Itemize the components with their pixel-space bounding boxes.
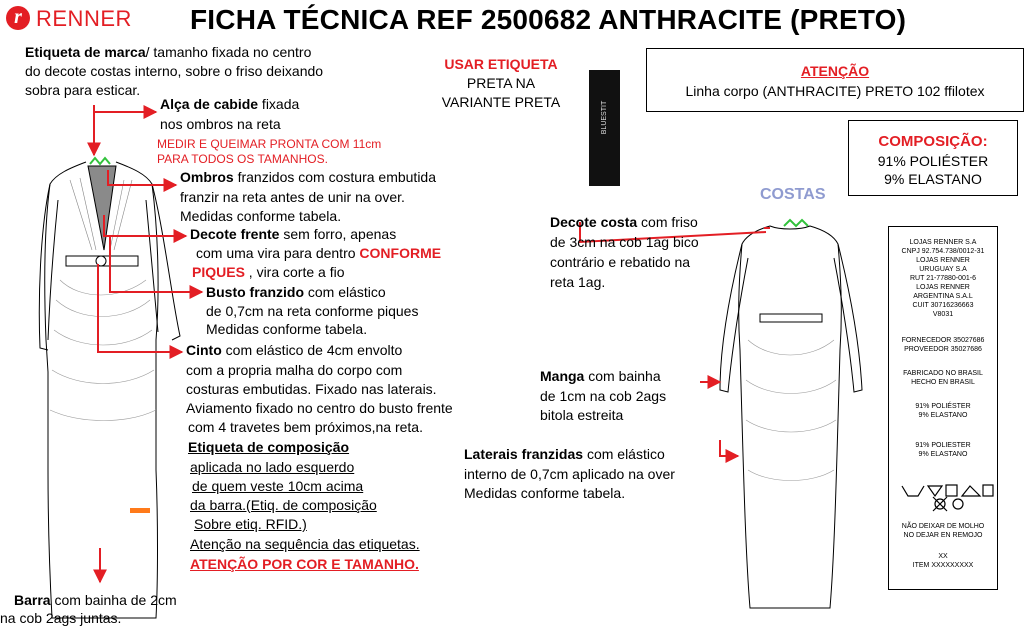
note-alca-warning-2: PARA TODOS OS TAMANHOS.: [157, 152, 328, 166]
note-alca-warning-1: MEDIR E QUEIMAR PRONTA COM 11cm: [157, 137, 382, 151]
composicao-line1: 91% POLIÉSTER: [877, 153, 989, 169]
atencao-title: ATENÇÃO: [800, 63, 870, 79]
renner-logo-text: RENNER: [36, 6, 132, 31]
note-composicao-warning: ATENÇÃO POR COR E TAMANHO.: [190, 556, 419, 572]
note-busto-line3: Medidas conforme tabela.: [206, 321, 368, 337]
note-composicao-line4: Sobre etiq. RFID.): [194, 516, 307, 532]
care-label-line: V8031: [932, 311, 954, 318]
care-label-line: RUT 21-77880-001-6: [909, 275, 977, 282]
note-cinto-line4: Aviamento fixado no centro do busto frente: [186, 400, 453, 416]
care-label-line: 91% POLIESTER: [915, 442, 971, 449]
note-barra: Barra com bainha de 2cm: [14, 592, 177, 608]
note-etiqueta-marca-line2: do decote costas interno, sobre o friso deixando: [25, 63, 324, 79]
note-ombros-line3: Medidas conforme tabela.: [180, 208, 342, 224]
hanger-loop-icon: [90, 158, 110, 164]
note-manga-line3: bitola estreita: [540, 407, 624, 423]
care-label-line: NÃO DEIXAR DE MOLHO: [901, 523, 985, 530]
usar-etiqueta-line3: VARIANTE PRETA: [441, 94, 561, 110]
front-neckline-shape: [88, 166, 116, 250]
care-label-line: URUGUAY S.A: [919, 266, 967, 273]
renner-logo-mark: r: [6, 6, 30, 30]
note-composicao-line1: aplicada no lado esquerdo: [190, 459, 355, 475]
note-alca-cabide: Alça de cabide fixada: [160, 96, 300, 112]
note-cinto-line2: com a propria malha do corpo com: [186, 362, 403, 378]
note-decote-frente-line2: com uma vira para dentro CONFORME: [196, 245, 442, 261]
note-decote-costa: Decote costa com friso: [550, 214, 698, 230]
front-dress-drawing: [39, 162, 180, 618]
care-label-line: FORNECEDOR 35027686: [901, 337, 985, 344]
note-etiqueta-marca: Etiqueta de marca/ tamanho fixada no centro: [25, 44, 312, 60]
back-dress-drawing: [720, 226, 862, 608]
care-label-line: LOJAS RENNER S.A: [909, 239, 977, 246]
note-busto: Busto franzido com elástico: [206, 284, 386, 300]
care-label-line: LOJAS RENNER: [916, 257, 970, 264]
care-label-line: CUIT 30716236663: [912, 302, 974, 309]
atencao-text: Linha corpo (ANTHRACITE) PRETO 102 ffilotex: [685, 83, 985, 99]
note-composicao-line5: Atenção na sequência das etiquetas.: [190, 536, 420, 552]
note-cinto: Cinto com elástico de 4cm envolto: [186, 342, 403, 358]
composition-tag-marker: [130, 508, 150, 513]
care-label-line: PROVEEDOR 35027686: [904, 346, 982, 353]
composicao-title: COMPOSIÇÃO:: [878, 133, 988, 150]
note-manga: Manga com bainha: [540, 368, 661, 384]
note-etiqueta-marca-line3: sobra para esticar.: [25, 82, 141, 98]
back-hanger-loop-icon: [784, 220, 808, 226]
care-label: [888, 226, 998, 590]
care-label-line: CNPJ 92.754.738/0012-31: [901, 248, 985, 255]
note-ombros: Ombros franzidos com costura embutida: [180, 169, 437, 185]
note-composicao-line2: de quem veste 10cm acima: [192, 478, 364, 494]
composicao-box: [848, 120, 1018, 196]
care-label-line: FABRICADO NO BRASIL: [903, 370, 983, 377]
note-decote-costa-line4: reta 1ag.: [550, 274, 606, 290]
note-busto-line2: de 0,7cm na reta conforme piques: [206, 303, 419, 319]
note-ombros-line2: franzir na reta antes de unir na over.: [180, 189, 405, 205]
costas-label: COSTAS: [760, 186, 826, 203]
black-brand-label-text: BLUESTIT: [601, 100, 608, 135]
care-label-line: HECHO EN BRASIL: [911, 379, 975, 386]
renner-logo: [6, 4, 144, 34]
atencao-box: [646, 48, 1024, 112]
care-label-line: ARGENTINA S.A.L: [913, 293, 973, 300]
care-label-line: 9% ELASTANO: [918, 412, 968, 419]
page-title: FICHA TÉCNICA REF 2500682 ANTHRACITE (PRETO): [190, 4, 907, 35]
note-cinto-line3: costuras embutidas. Fixado nas laterais.: [186, 381, 437, 397]
care-label-line: XX: [938, 553, 948, 560]
note-composicao-title: Etiqueta de composição: [188, 439, 350, 455]
note-laterais-line2: interno de 0,7cm aplicado na over: [464, 466, 675, 482]
note-alca-line2: nos ombros na reta: [160, 116, 281, 132]
note-decote-frente-line3: PIQUES , vira corte a fio: [192, 264, 345, 280]
black-brand-label: [589, 70, 620, 186]
care-label-line: 9% ELASTANO: [918, 451, 968, 458]
note-laterais-line3: Medidas conforme tabela.: [464, 485, 626, 501]
note-manga-line2: de 1cm na cob 2ags: [540, 388, 667, 404]
care-label-line: 91% POLIÉSTER: [915, 403, 971, 410]
care-label-line: NO DEJAR EN REMOJO: [903, 532, 983, 539]
usar-etiqueta-line2: PRETA NA: [466, 75, 536, 91]
note-barra-line2: na cob 2ags juntas.: [0, 610, 122, 626]
care-label-line: ITEM XXXXXXXXX: [912, 562, 974, 569]
note-decote-costa-line3: contrário e rebatido na: [550, 254, 691, 270]
note-cinto-line5: com 4 travetes bem próximos,na reta.: [188, 419, 423, 435]
note-decote-costa-line2: de 3cm na cob 1ag bico: [550, 234, 699, 250]
note-composicao-line3: da barra.(Etiq. de composição: [190, 497, 377, 513]
care-label-line: LOJAS RENNER: [916, 284, 970, 291]
composicao-line2: 9% ELASTANO: [884, 171, 982, 187]
note-laterais: Laterais franzidas com elástico: [464, 446, 665, 462]
note-decote-frente: Decote frente sem forro, apenas: [190, 226, 397, 242]
usar-etiqueta-title: USAR ETIQUETA: [444, 56, 558, 72]
